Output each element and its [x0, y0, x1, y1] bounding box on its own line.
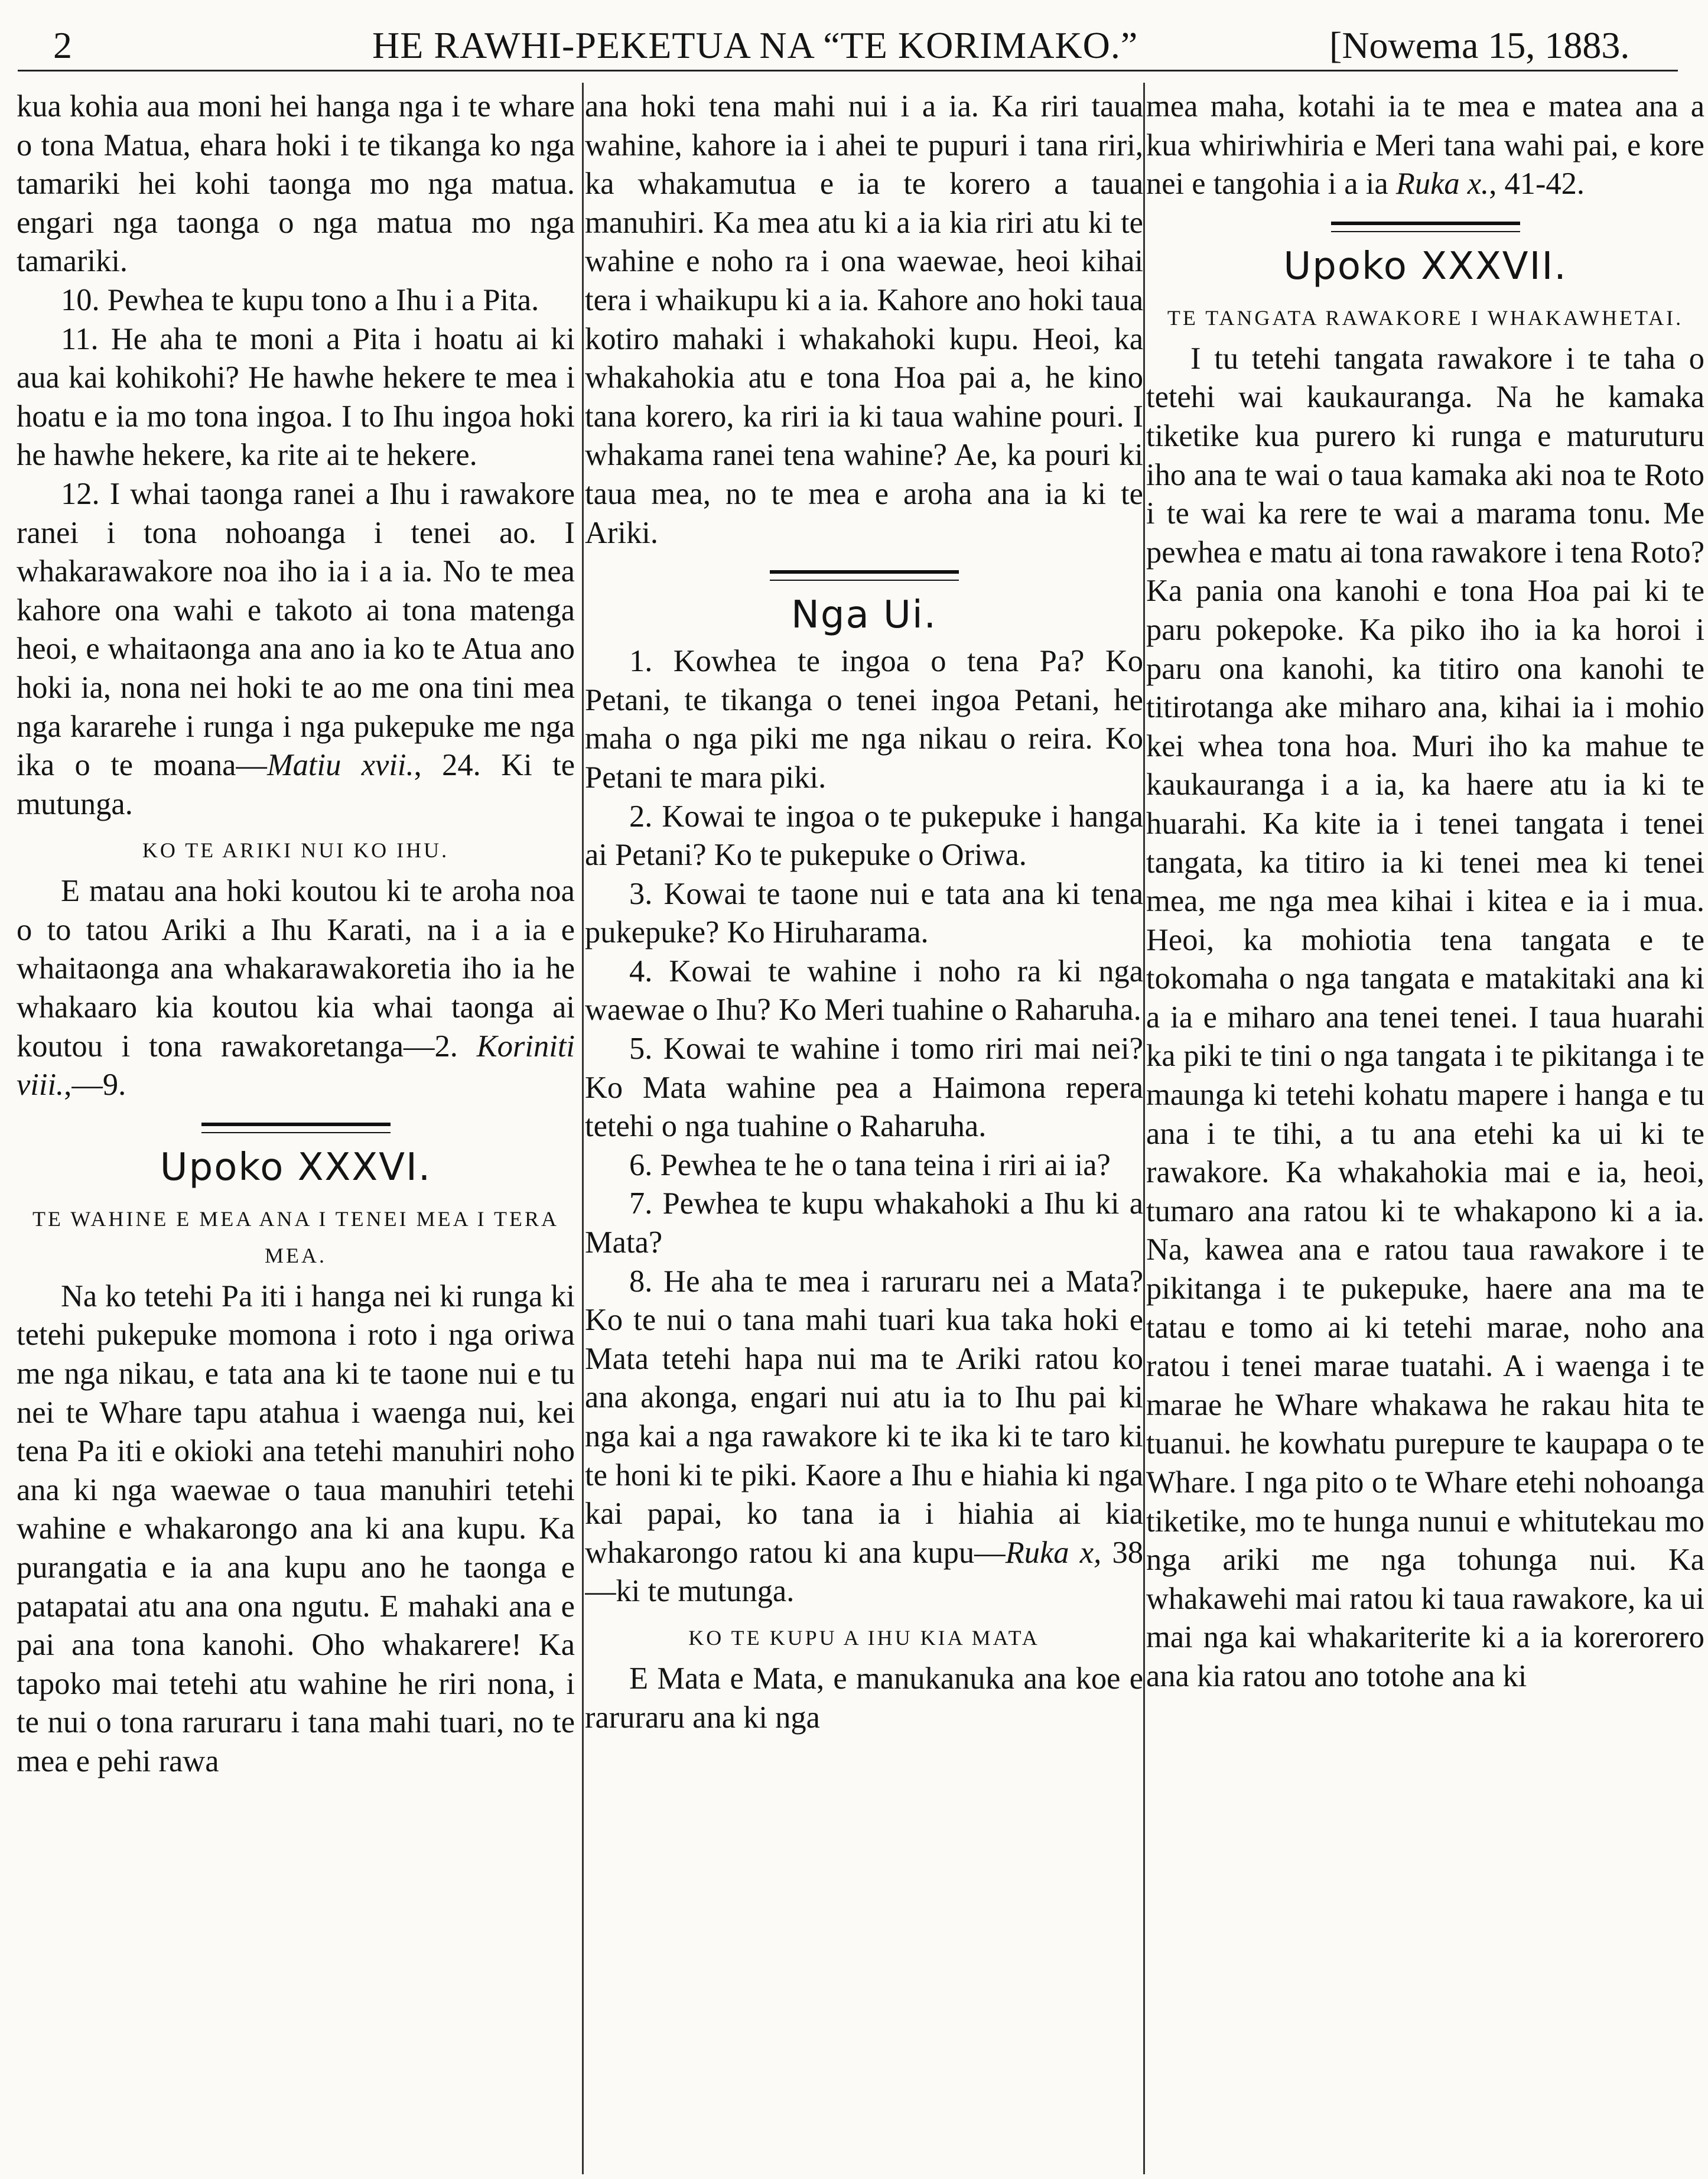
question-4: 4. Kowai te wahine i noho ra ki nga waewae o Ihu? Ko Meri tuahine o Raharuha.: [585, 954, 1143, 1027]
column-3: [1146, 87, 1704, 2176]
paragraph: [17, 872, 575, 1105]
section-separator: [201, 1123, 391, 1133]
page-number: 2: [53, 24, 72, 66]
scripture-reference: Matiu xvii.: [266, 748, 414, 783]
question-8-text: 8. He aha te mea i raruraru nei a Mata? Ko te nui o tana mahi tuari kua taka hoki e Mata tetehi hapa nui ma te Ariki ratou ko ana akonga, engari nui atu ia to Ihu pai ki nga kai a nga rawakore ki te ika ki te taro ki te honi ki te piki. Kaore a Ihu e hiahia ki nga kai papai, ko tana ia i hiahia ai kia whakarongo ratou ki ana kupu—: [585, 1264, 1143, 1570]
issue-date: [Nowema 15, 1883.: [1329, 24, 1630, 66]
chapter-subheading: TE WAHINE E MEA ANA I TENEI MEA I TERA MEA.: [32, 1206, 559, 1267]
chapter-subheading: TE TANGATA RAWAKORE I WHAKAWHETAI.: [1167, 305, 1684, 330]
column-divider-1: [582, 83, 584, 2174]
paragraph: [1146, 87, 1704, 204]
reference-end: , 41-42.: [1489, 167, 1585, 201]
section-heading: Nga Ui.: [790, 593, 938, 638]
question-1: 1. Kowhea te ingoa o tena Pa? Ko Petani, te tikanga o tenei ingoa Petani, he maha o nga piki me nga nikau o reira. Ko Petani te mara piki.: [585, 644, 1143, 795]
section-separator: [1331, 222, 1520, 232]
question-11: 11. He aha te moni a Pita i hoatu ai ki aua kai kohikohi? He hawhe hekere te mea i hoatu e ia mo tona ingoa. I to Ihu ingoa hoki he hawhe hekere, ka rite ai te hekere.: [17, 321, 575, 473]
question-2: 2. Kowai te ingoa o te pukepuke i hanga ai Petani? Ko te pukepuke o Oriwa.: [585, 799, 1143, 873]
question-5: 5. Kowai te wahine i tomo riri mai nei? Ko Mata wahine pea a Haimona repera tetehi o nga tuahine o Raharuha.: [585, 1032, 1143, 1144]
column-divider-2: [1143, 83, 1145, 2174]
scripture-reference: Koriniti viii.: [17, 1029, 575, 1102]
section-caption: KO TE ARIKI NUI KO IHU.: [142, 838, 450, 863]
page-header: [24, 21, 1666, 74]
question-7: 7. Pewhea te kupu whakahoki a Ihu ki a Mata?: [585, 1186, 1143, 1260]
section-separator: [770, 570, 959, 581]
scripture-reference: Ruka x.: [1395, 167, 1489, 201]
column-1: [17, 87, 575, 2176]
paragraph: kua kohia aua moni hei hanga nga i te whare o tona Matua, ehara hoki i te tikanga ko nga tamariki hei kohi taonga mo nga matua. engari nga taonga o nga matua mo nga tamariki.: [17, 89, 575, 279]
reference-end: ,—9.: [64, 1068, 126, 1102]
reference-end: , 24. Ki te mutunga.: [17, 748, 575, 821]
question-3: 3. Kowai te taone nui e tata ana ki tena pukepuke? Ko Hiruharama.: [585, 876, 1143, 950]
chapter-heading: Upoko XXXVI.: [160, 1145, 432, 1189]
question-6: 6. Pewhea te he o tana teina i riri ai ia?: [629, 1147, 1111, 1182]
paragraph: Na ko tetehi Pa iti i hanga nei ki runga ki tetehi pukepuke momona i roto i nga oriwa me nga nikau, e tata ana ki te taone nui e tu nei te Whare tapu atahua i waenga nui, kei tena Pa iti e okioki ana tetehi manuhiri noho ana ki nga waewae o taua manuhiri tetehi wahine e whakarongo ana ki ana kupu. Ka purangatia e ia ana kupu ano he taonga e patapatai atu ana ona ngutu. E mahaki ana e pai ana tona kanohi. Oho whakarere! Ka tapoko mai tetehi atu wahine he riri nona, i te nui o tona raruraru i tana mahi tuari, no te mea e pehi rawa: [17, 1279, 575, 1778]
paragraph: ana hoki tena mahi nui i a ia. Ka riri taua wahine, kahore ia i ahei te pupuri i tana riri, ka whakamutua e ia te korero a taua manuhiri. Ka mea atu ki a ia kia riri atu ki te wahine e noho ra i ona waewae, heoi kihai tera i whaikupu ki a ia. Kahore ano hoki taua kotiro mahaki i whakahoki kupu. Heoi, ka whakahokia atu e tona Hoa pai a, he kino tana korero, ka riri ia ki taua wahine pouri. I whakama ranei tena wahine? Ae, ka pouri ki taua mea, no te mea e aroha ana ia ki te Ariki.: [585, 89, 1143, 550]
paragraph-text: mea maha, kotahi ia te mea e matea ana a kua whiriwhiria e Meri tana wahi pai, e kore nei e tangohia i a ia: [1146, 89, 1704, 201]
question-12-text: 12. I whai taonga ranei a Ihu i rawakore ranei i tona nohoanga i tenei ao. I whakarawakore noa iho ia i a ia. No te mea kahore ona wahi e takoto ai tona matenga heoi, e whaitaonga ana ano ia ko te Atua ano hoki ia, nona nei hoki te ao me ona tini mea nga kararehe i runga i nga pukepuke me nga ika o te moana—: [17, 476, 575, 783]
header-rule: [18, 70, 1678, 71]
question-12: [17, 475, 575, 824]
column-2: [585, 87, 1143, 2176]
section-caption: KO TE KUPU A IHU KIA MATA: [688, 1625, 1040, 1650]
paragraph: E Mata e Mata, e manukanuka ana koe e raruraru ana ki nga: [585, 1661, 1143, 1735]
question-10: 10. Pewhea te kupu tono a Ihu i a Pita.: [61, 282, 539, 317]
chapter-heading: Upoko XXXVII.: [1283, 244, 1567, 288]
question-8: [585, 1263, 1143, 1611]
reference-end: 38—ki te mutunga.: [585, 1535, 1143, 1609]
publication-title: HE RAWHI-PEKETUA NA “TE KORIMAKO.”: [372, 24, 1138, 66]
paragraph: I tu tetehi tangata rawakore i te taha o tetehi wai kaukauranga. Na he kamaka tiketike kua purero ki runga e maturuturu iho ana te wai o taua kamaka aki noa te Roto i te wai ka rere te wai a marama tonu. Me pewhea e matu ai tona rawakore i tena Roto? Ka pania ona kanohi e tona Hoa pai ki te paru pokepoke. Ka piko iho ia ka horoi i paru ona kanohi, ka titiro ona kanohi te titirotanga ake miharo ana, kihai ia i mohio kei whea tona hoa. Muri iho ka mahue te kaukauranga i a ia, ka haere atu ia ki te huarahi. Ka kite ia i tenei tangata i tenei tangata, ka titiro ia ki tenei mea ki tenei mea, me nga mea kihai i kitea e ia i mua. Heoi, ka mohiotia tena tangata e te tokomaha o nga tangata e matakitaki ana ki a ia e miharo ana tenei tenei. I taua huarahi ka piki te tini o nga tangata i te pikitanga i te maunga ki tetehi kohatu mapere i hanga e tu ana i te tihi, a tu ana etehi ka ui ki te rawakore. Ka whakahokia mai e ia, heoi, tumaro ana ratou ki te whakapono ki a ia. Na, kawea ana e ratou taua rawakore i te pikitanga i te pukepuke, haere ana ma te tatau e tomo ai ki tetehi marae, noho ana ratou i tenei marae tuatahi. A i waenga i te marae he Whare whakawa he rakau hita te tuanui. he kowhatu purepure te kaupapa o te Whare. I nga pito o te Whare etehi nohoanga tiketike, mo te hunga nunui e whitutekau mo nga ariki me nga tohunga nui. Ka whakawehi mai ratou ki taua rawakore, ka ui mai nga kai whakariterite ki a ia korerorero ana kia ratou ano totohe ana ki: [1146, 341, 1704, 1693]
paragraph-text: E matau ana hoki koutou ki te aroha noa o to tatou Ariki a Ihu Karati, na i a ia e whaitaonga ana whakarawakoretia iho ia he whakaaro kia koutou kia whai taonga ai koutou i tona rawakoretanga—2.: [17, 874, 575, 1064]
scripture-reference: Ruka x,: [1005, 1535, 1102, 1570]
